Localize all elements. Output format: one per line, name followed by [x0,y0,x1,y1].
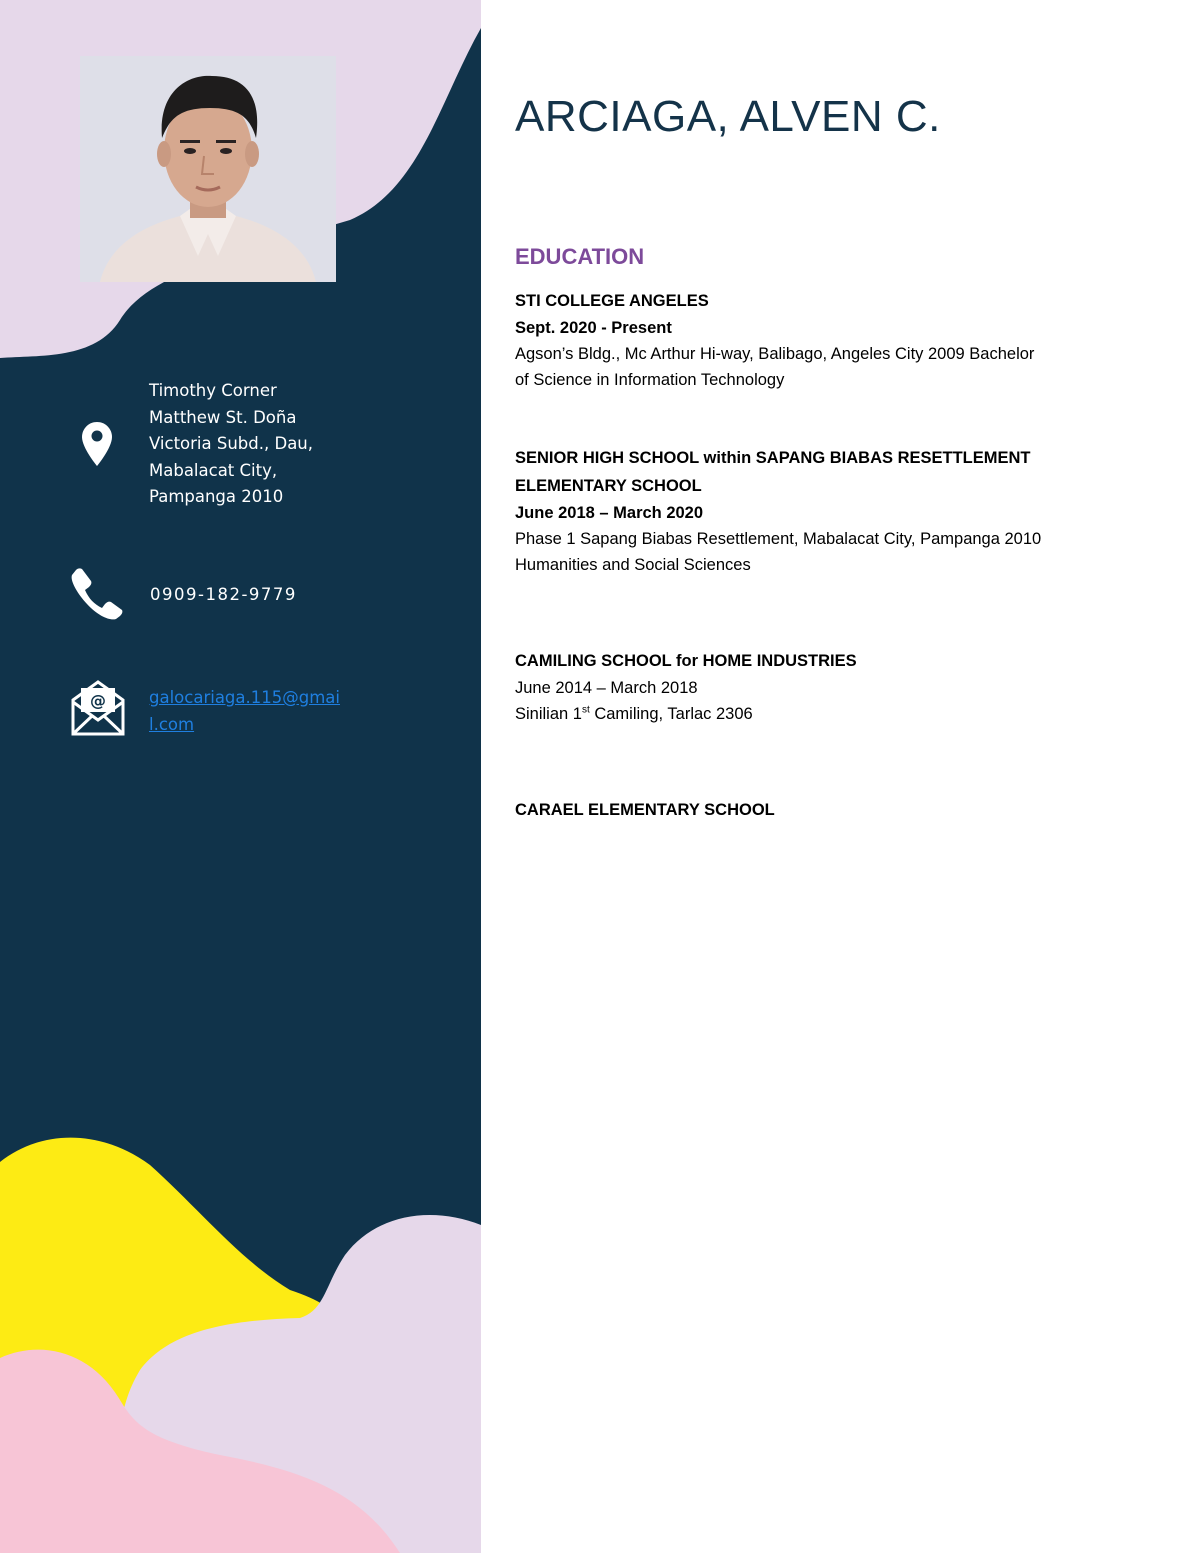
ordinal-suffix: st [581,704,590,716]
phone-icon [70,566,124,620]
address-line: Victoria Subd., Dau, [149,434,314,453]
education-entry [515,444,1145,578]
school-name: CARAEL ELEMENTARY SCHOOL [515,801,775,819]
address-line: Matthew St. Doña [149,407,297,427]
education-heading: EDUCATION [515,244,645,269]
school-detail: Phase 1 Sapang Biabas Resettlement, Mabalacat City, Pampanga 2010 [515,530,1042,548]
school-dates: June 2018 – March 2020 [515,504,704,522]
education-entry [515,796,1145,824]
svg-text:@: @ [90,691,106,710]
address-line: Timothy Corner [149,381,277,400]
email-link[interactable] [149,685,340,738]
email-line: galocariaga.115@gmai [149,688,340,707]
school-name: ELEMENTARY SCHOOL [515,477,702,495]
school-name: STI COLLEGE ANGELES [515,292,709,310]
education-entry [515,647,1145,727]
school-name: CAMILING SCHOOL for HOME INDUSTRIES [515,652,857,670]
email-link-block [149,685,340,738]
school-detail-text: Sinilian 1 [515,705,582,723]
envelope-at-icon [71,680,125,736]
sidebar [0,0,481,1553]
address-line: Mabalacat City, [149,460,278,480]
school-detail: Humanities and Social Sciences [515,556,751,574]
map-pin-icon [82,422,112,466]
profile-photo-illustration [80,56,336,282]
phone-number: 0909-182-9779 [150,585,297,604]
school-detail [515,701,1145,727]
address-block [149,378,313,511]
main-content [481,0,1200,1553]
school-dates: Sept. 2020 - Present [515,319,672,337]
school-detail: Agson’s Bldg., Mc Arthur Hi-way, Balibago, Angeles City 2009 Bachelor [515,345,1035,363]
school-detail: of Science in Information Technology [515,371,785,389]
school-detail-text: Camiling, Tarlac 2306 [589,705,753,723]
school-name: SENIOR HIGH SCHOOL within SAPANG BIABAS RESETTLEMENT [515,449,1031,467]
address-line: Pampanga 2010 [149,487,284,506]
email-line: l.com [149,714,195,734]
school-dates: June 2014 – March 2018 [515,679,698,697]
education-entry [515,287,1145,393]
profile-photo [80,56,336,282]
candidate-name: ARCIAGA, ALVEN C. [515,92,941,141]
